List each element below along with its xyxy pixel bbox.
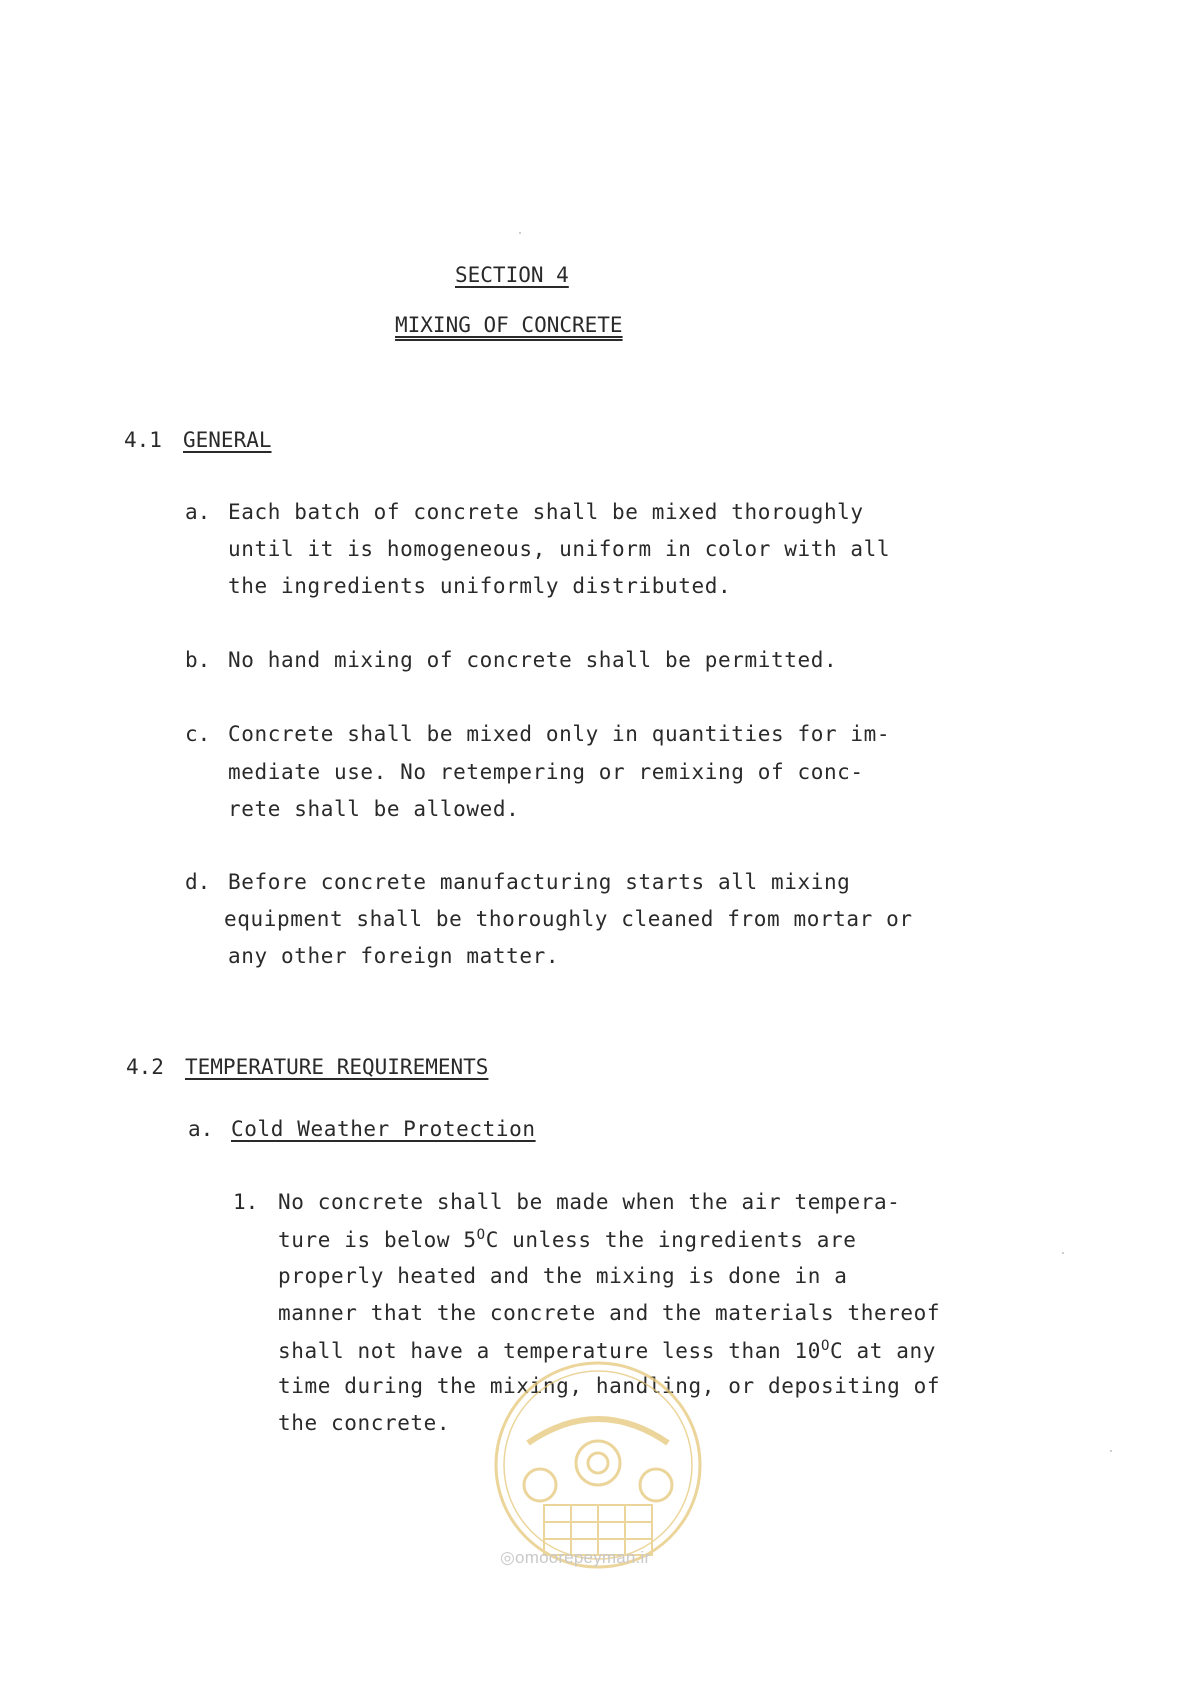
item-1-line bbox=[278, 1227, 857, 1252]
globe-icon: ◎ bbox=[500, 1548, 516, 1567]
item-1-line: properly heated and the mixing is done in a bbox=[278, 1264, 848, 1288]
speck bbox=[519, 232, 521, 234]
item-a-line: Each batch of concrete shall be mixed thoroughly bbox=[228, 500, 864, 524]
item-c-marker: c. bbox=[185, 722, 211, 746]
item-1-line: time during the mixing, handling, or depositing of bbox=[278, 1374, 941, 1398]
watermark-url: omoorepeyman.ir bbox=[515, 1548, 651, 1567]
item-c-line: mediate use. No retempering or remixing of conc- bbox=[228, 760, 864, 784]
section-4-1-heading: GENERAL bbox=[183, 428, 272, 452]
item-c-line: Concrete shall be mixed only in quantities for im- bbox=[228, 722, 891, 746]
item-1-line: No concrete shall be made when the air tempera- bbox=[278, 1190, 901, 1214]
speck bbox=[1110, 1450, 1112, 1452]
degree-mark: O bbox=[476, 1227, 486, 1243]
item-a-line: the ingredients uniformly distributed. bbox=[228, 574, 732, 598]
watermark-seal bbox=[488, 1355, 708, 1575]
degree-mark: O bbox=[820, 1338, 830, 1354]
item-d-line: Before concrete manufacturing starts all mixing bbox=[228, 870, 851, 894]
item-d-line: any other foreign matter. bbox=[228, 944, 560, 968]
section-4-2-heading: TEMPERATURE REQUIREMENTS bbox=[185, 1055, 489, 1079]
section-4-2-number: 4.2 bbox=[126, 1055, 164, 1079]
item-a-marker: a. bbox=[185, 500, 211, 524]
item-1-marker: 1. bbox=[233, 1190, 259, 1214]
subsection-a-title: Cold Weather Protection bbox=[231, 1117, 536, 1141]
text-run: C unless the ingredients are bbox=[485, 1228, 857, 1252]
subsection-a-marker: a. bbox=[188, 1117, 214, 1141]
section-number: SECTION 4 bbox=[455, 263, 569, 287]
seal-icon bbox=[488, 1355, 708, 1575]
speck bbox=[1062, 1252, 1064, 1254]
text-run: shall not have a temperature less than 10 bbox=[278, 1339, 821, 1363]
text-run: ture is below 5 bbox=[278, 1228, 477, 1252]
item-1-line: manner that the concrete and the materials thereof bbox=[278, 1301, 941, 1325]
item-1-line: the concrete. bbox=[278, 1411, 451, 1435]
section-4-1-number: 4.1 bbox=[124, 428, 162, 452]
section-title: MIXING OF CONCRETE bbox=[395, 313, 623, 337]
item-c-line: rete shall be allowed. bbox=[228, 797, 520, 821]
item-b-marker: b. bbox=[185, 648, 211, 672]
watermark-text bbox=[500, 1548, 650, 1568]
item-b-line: No hand mixing of concrete shall be permitted. bbox=[228, 648, 838, 672]
text-run: C at any bbox=[830, 1339, 936, 1363]
item-d-marker: d. bbox=[185, 870, 211, 894]
item-a-line: until it is homogeneous, uniform in color with all bbox=[228, 537, 891, 561]
item-d-line: equipment shall be thoroughly cleaned from mortar or bbox=[224, 907, 913, 931]
